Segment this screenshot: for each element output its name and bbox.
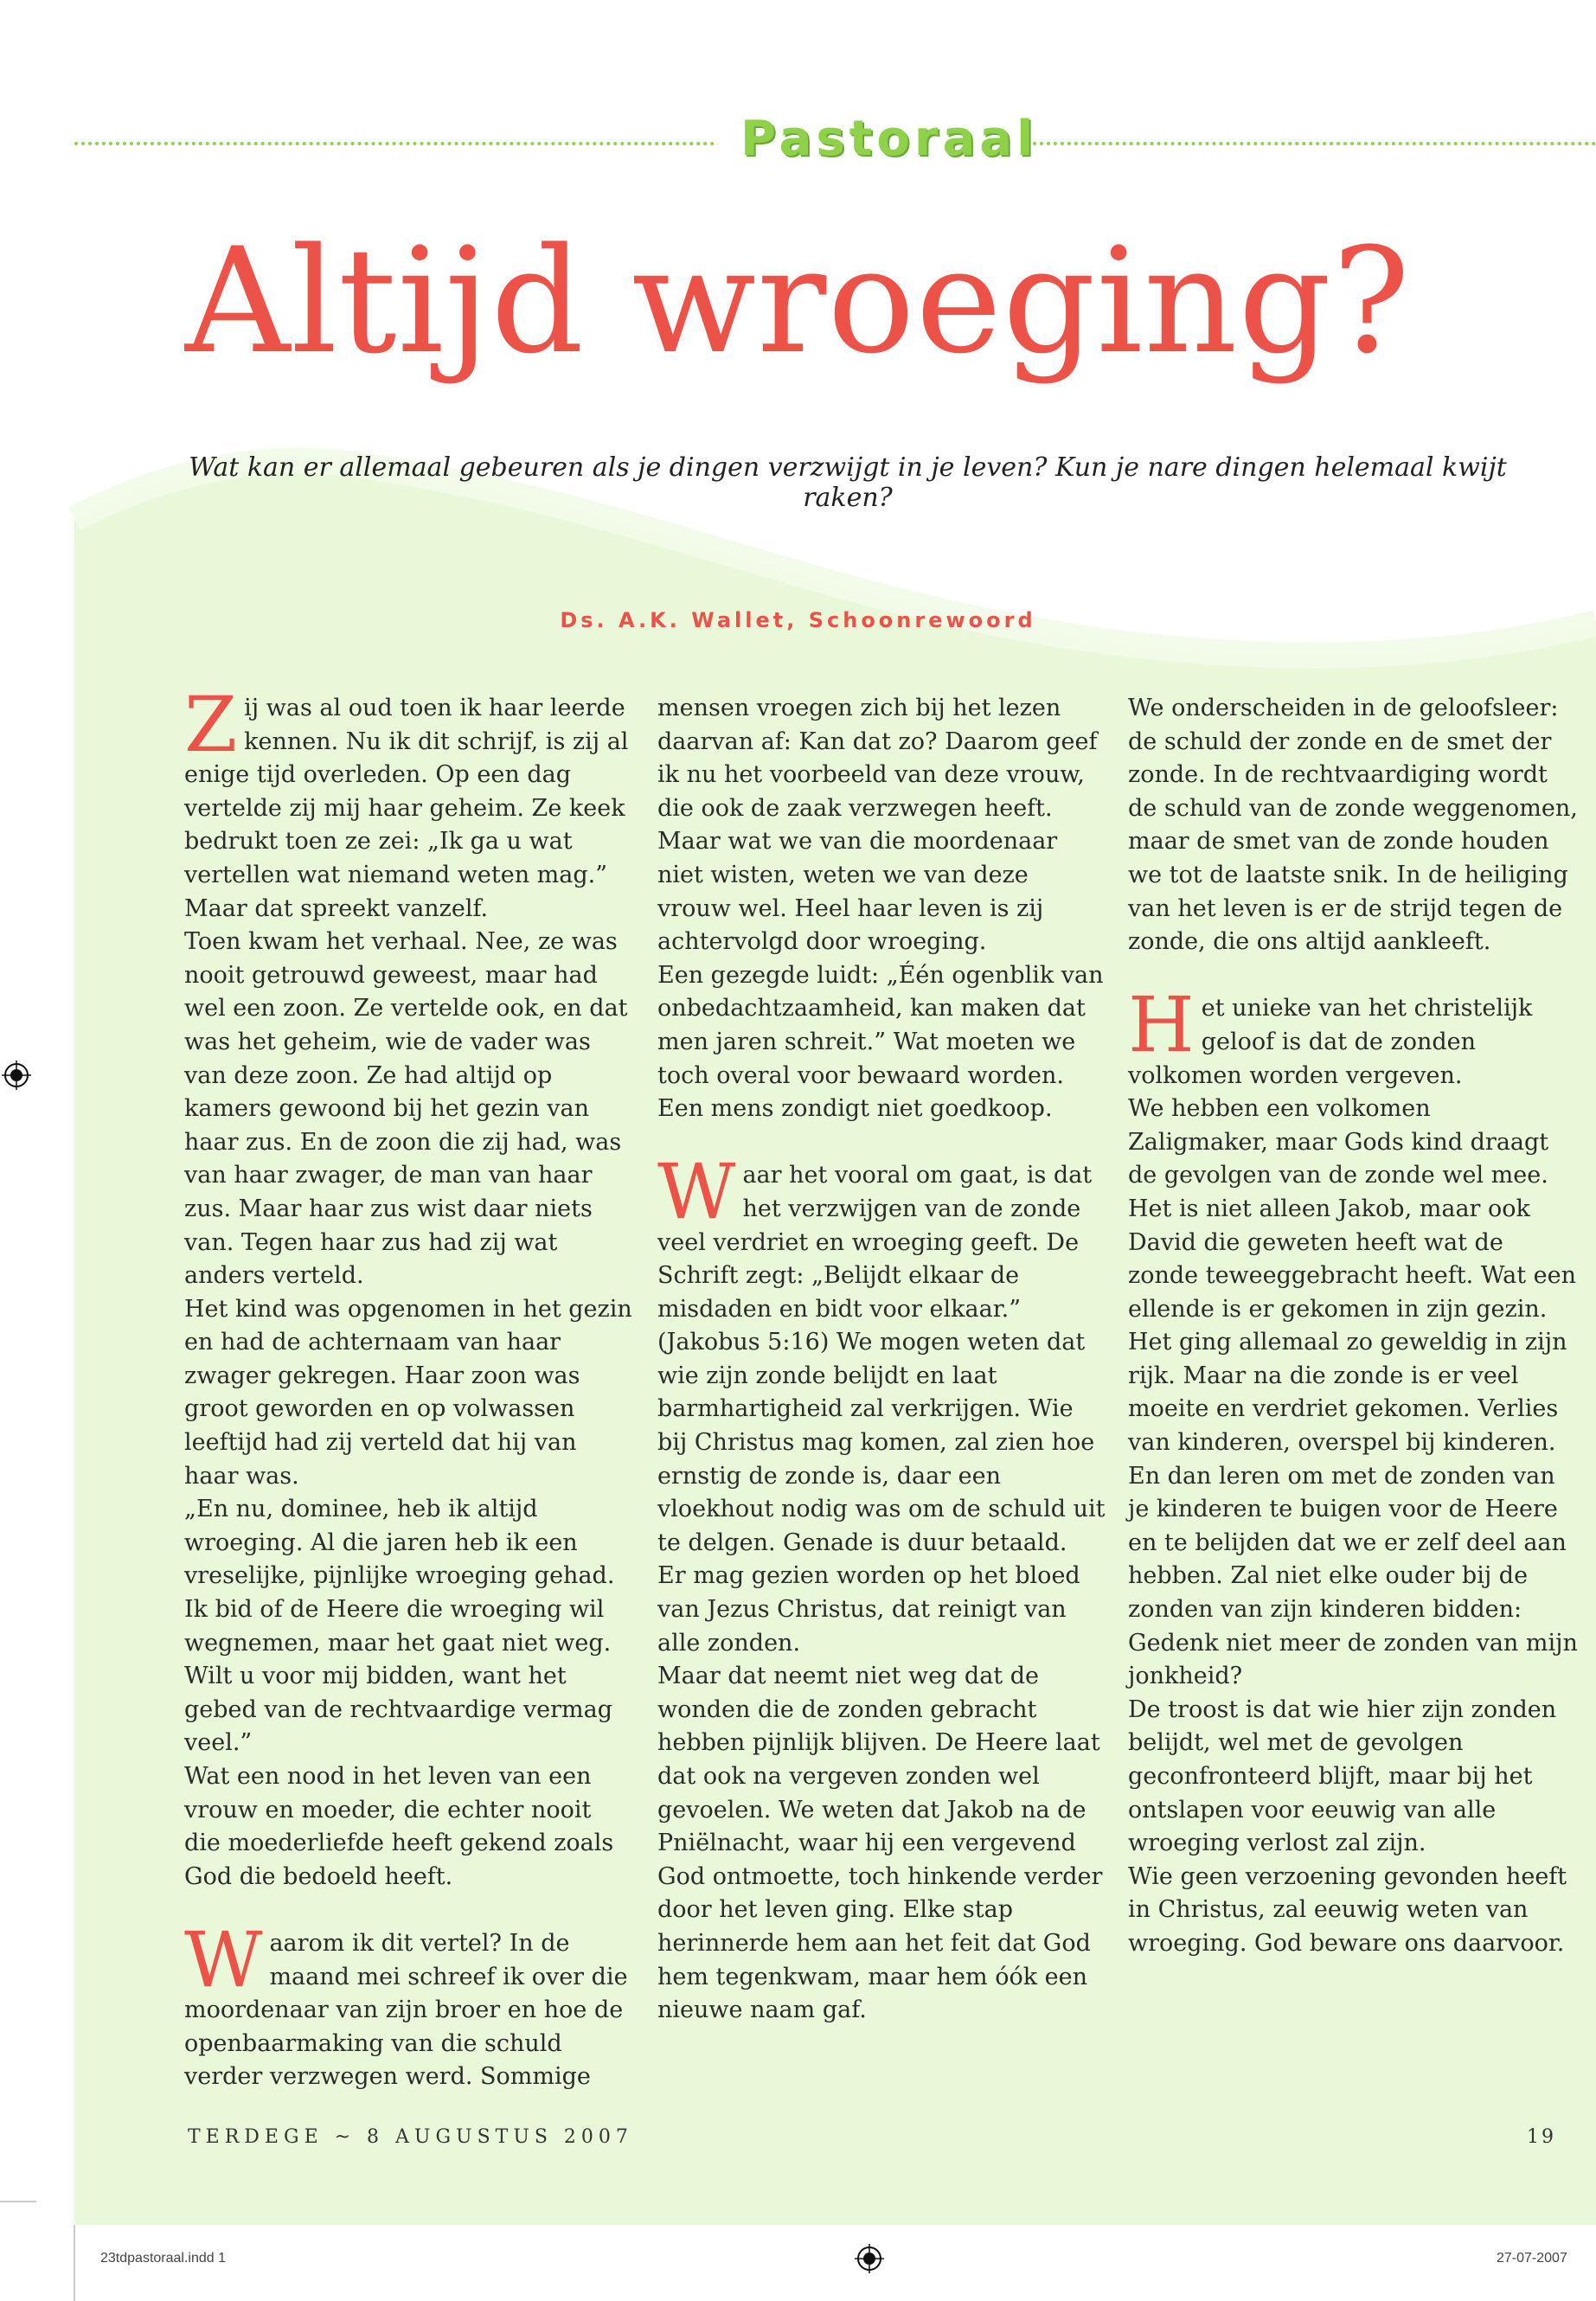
article-subtitle: Wat kan er allemaal gebeuren als je dingen verzwijgt in je leven? Kun je nare dingen helemaal kwijt raken? <box>189 452 1507 513</box>
article-title: Altijd wroeging? <box>184 216 1412 386</box>
paragraph: Wie geen verzoening gevonden heeft in Christus, zal eeuwig weten van wroeging. God beware ons daarvoor. <box>1128 1862 1567 1957</box>
paragraph: Het unieke van het christelijk geloof is dat de zonden volkomen worden vergeven. <box>1128 980 1533 1089</box>
paragraph: Toen kwam het verhaal. Nee, ze was nooit getrouwd geweest, maar had wel een zoon. Ze vertelde ook, en dat was het geheim, wie de vader was van deze zoon. Ze had altijd op kamers gewoond bij het gezin van haar zus. En de zoon die zij had, was van haar zwager, de man van haar zus. Maar haar zus wist daar niets van. Tegen haar zus had zij wat anders verteld. <box>184 928 628 1290</box>
drop-cap: Z <box>184 680 238 769</box>
paragraph: Waar het vooral om gaat, is dat het verzwijgen van de zonde veel verdriet en wroeging geeft. De Schrift zegt: „Belijdt elkaar de misdaden en bidt voor elkaar.” (Jakobus 5:16) We mogen weten dat wie zijn zonde belijdt en laat barmhartigheid zal verkrijgen. Wie bij Christus mag komen, zal zien hoe ernstig de zonde is, daar een vloekhout nodig was om de schuld uit te delgen. Genade is duur betaald. <box>657 1147 1106 1556</box>
paragraph: mensen vroegen zich bij het lezen daarvan af: Kan dat zo? Daarom geef ik nu het voorbeeld van deze vrouw, die ook de zaak verzwegen heeft. Maar wat we van die moordenaar niet wisten, weten we van deze vrouw wel. Heel haar leven is zij achtervolgd door wroeging. <box>657 695 1098 956</box>
article-author: Ds. A.K. Wallet, Schoonrewoord <box>560 608 1036 632</box>
registration-mark-icon <box>855 2244 884 2273</box>
text-column-2 <box>657 692 1107 2028</box>
text-column-1 <box>184 680 634 2094</box>
section-label: Pastoraal <box>740 111 1038 167</box>
paragraph: We onderscheiden in de geloofsleer: de schuld der zonde en de smet der zonde. In de rechtvaardiging wordt de schuld van de zonde weggenomen, maar de smet van de zonde houden we tot de laatste snik. In de heiliging van het leven is er de strijd tegen de zonde, die ons altijd aankleeft. <box>1128 695 1578 956</box>
paragraph: Zij was al oud toen ik haar leerde kennen. Nu ik dit schrijf, is zij al enige tijd overleden. Op een dag vertelde zij mij haar geheim. Ze keek bedrukt toen ze zei: „Ik ga u wat vertellen wat niemand weten mag.” Maar dat spreekt vanzelf. <box>184 680 629 922</box>
paragraph: Het kind was opgenomen in het gezin en had de achternaam van haar zwager gekregen. Haar zoon was groot geworden en op volwassen leeftijd had zij verteld dat hij van haar was. <box>184 1295 632 1490</box>
dotted-rule-left <box>74 142 715 145</box>
drop-cap: W <box>184 1914 263 2004</box>
drop-cap: W <box>657 1147 736 1237</box>
paragraph: „En nu, dominee, heb ik altijd wroeging. Al die jaren heb ik een vreselijke, pijnlijke wroeging gehad. Ik bid of de Heere die wroeging wil wegnemen, maar het gaat niet weg. Wilt u voor mij bidden, want het gebed van de rechtvaardige vermag veel.” <box>184 1496 615 1757</box>
page-number: 19 <box>1527 2126 1556 2148</box>
section-header <box>74 111 1596 171</box>
paragraph: Er mag gezien worden op het bloed van Jezus Christus, dat reinigt van alle zonden. <box>657 1562 1080 1657</box>
slug-date: 27-07-2007 <box>1497 2251 1567 2266</box>
paragraph: De troost is dat wie hier zijn zonden belijdt, wel met de gevolgen geconfronteerd blijft, maar bij het ontslapen voor eeuwig van alle wroeging verlost zal zijn. <box>1128 1695 1557 1857</box>
paragraph: We hebben een volkomen Zaligmaker, maar Gods kind draagt de gevolgen van de zonde wel mee. Het is niet alleen Jakob, maar ook David die geweten heeft wat de zonde teweeggebracht heeft. Wat een ellende is er gekomen in zijn gezin. Het ging allemaal zo geweldig in zijn rijk. Maar na die zonde is er veel moeite en verdriet gekomen. Verlies van kinderen, overspel bij kinderen. <box>1128 1095 1577 1457</box>
dotted-rule-right <box>1033 142 1596 145</box>
paragraph: Maar dat neemt niet weg dat de wonden die de zonden gebracht hebben pijnlijk blijven. De Heere laat dat ook na vergeven zonden wel gevoelen. We weten dat Jakob na de Pniëlnacht, waar hij een vergevend God ontmoette, toch hinkende verder door het leven ging. Elke stap herinnerde hem aan het feit dat God hem tegenkwam, maar hem óók een nieuwe naam gaf. <box>657 1663 1103 2024</box>
paragraph: Wat een nood in het leven van een vrouw en moeder, die echter nooit die moederliefde heeft gekend zoals God die bedoeld heeft. <box>184 1763 614 1890</box>
paragraph: Een gezegde luidt: „Één ogenblik van onbedachtzaamheid, kan maken dat men jaren schreit.” Wat moeten we toch overal voor bewaard worden. Een mens zondigt niet goedkoop. <box>657 961 1104 1123</box>
slug-filename: 23tdpastoraal.indd 1 <box>100 2251 226 2266</box>
registration-mark-icon <box>2 1061 31 1090</box>
paragraph: Waarom ik dit vertel? In de maand mei schreef ik over die moordenaar van zijn broer en hoe de openbaarmaking van die schuld verder verzwegen werd. Sommige <box>184 1914 628 2091</box>
drop-cap: H <box>1128 980 1195 1070</box>
text-column-3 <box>1128 692 1578 1961</box>
footer-publication: TERDEGE ~ 8 AUGUSTUS 2007 <box>188 2126 633 2148</box>
paragraph: En dan leren om met de zonden van je kinderen te buigen voor de Heere en te belijden dat we er zelf deel aan hebben. Zal niet elke ouder bij de zonden van zijn kinderen bidden: Gedenk niet meer de zonden van mijn jonkheid? <box>1128 1462 1578 1690</box>
